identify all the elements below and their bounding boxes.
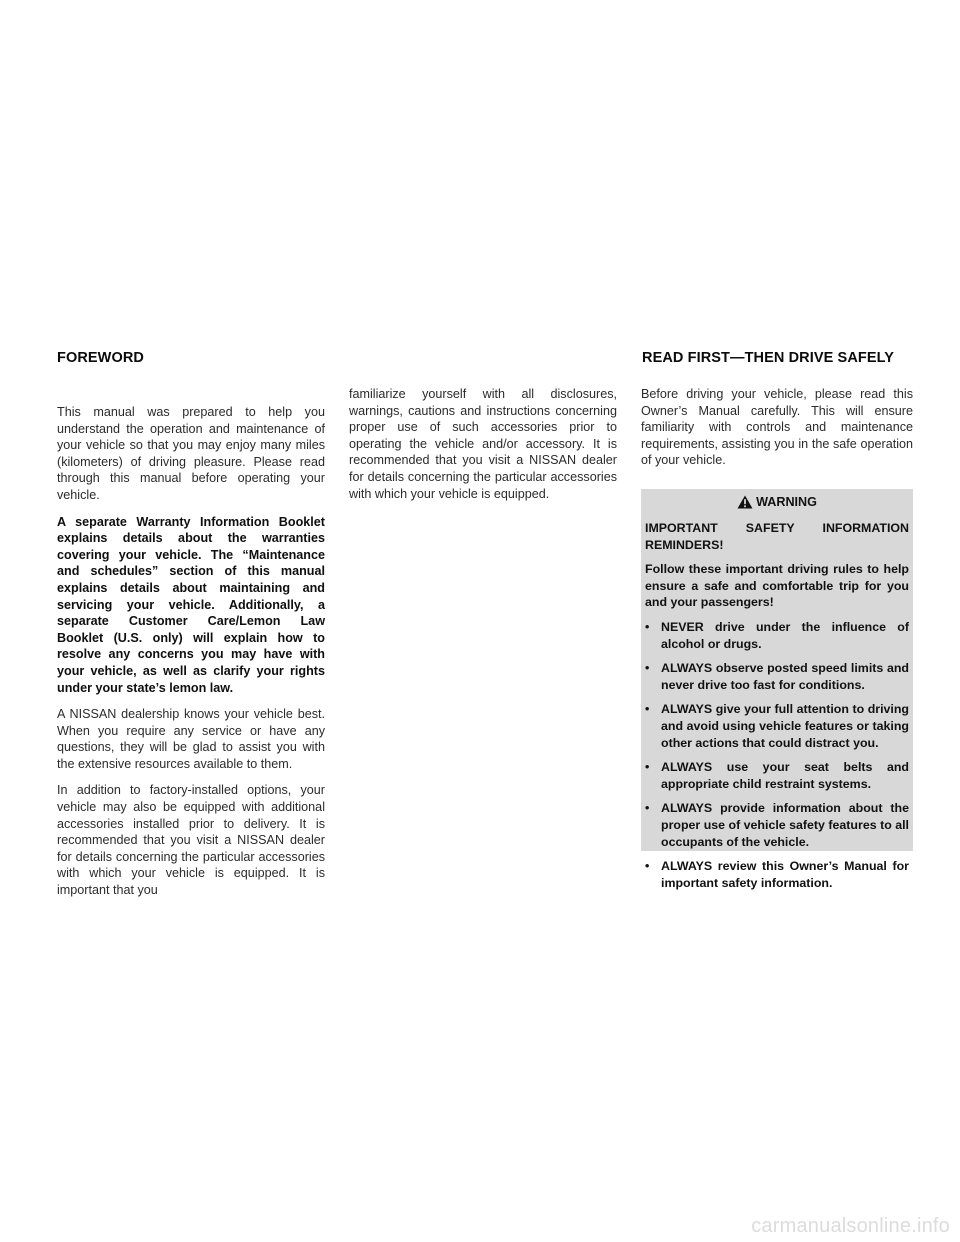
bullet: • xyxy=(645,760,650,775)
warranty-paragraph: A separate Warranty Information Booklet explains details about the warranties covering your vehicle. The “Maintenance and schedules” section of this manual explains details about maintaining and servicing your vehicle. Additionally, a separate Customer Care/Lemon Law Booklet (U.S. only) will explain how to resolve any concerns you may have with your vehicle, as well as clarify your rights under your state’s lemon law. xyxy=(57,514,325,695)
bullet: • xyxy=(645,859,650,874)
warning-list-item xyxy=(645,660,909,693)
accessories-paragraph: In addition to factory-installed options, your vehicle may also be equipped with additional accessories installed prior to delivery. It is recommended that you visit a NISSAN dealer for details concerning the particular accessories with which your vehicle is equipped. It is important that you xyxy=(57,783,325,898)
foreword-paragraph: This manual was prepared to help you understand the operation and maintenance of your vehicle so that you may enjoy many miles (kilometers) of driving pleasure. Please read through this manual before operating your vehicle. xyxy=(57,405,325,502)
read-first-heading: READ FIRST—THEN DRIVE SAFELY xyxy=(642,350,895,366)
foreword-column-1 xyxy=(57,404,325,909)
warning-triangle-icon xyxy=(737,495,753,509)
warning-list xyxy=(645,619,909,891)
read-first-paragraph: Before driving your vehicle, please read this Owner’s Manual carefully. This will ensure familiarity with controls and maintenance requirements, assisting you in the safe operation of your vehicle. xyxy=(641,387,913,468)
bullet: • xyxy=(645,661,650,676)
warning-list-item xyxy=(645,858,909,891)
warning-title-text: WARNING xyxy=(756,495,817,509)
foreword-heading: FOREWORD xyxy=(57,350,144,366)
bullet: • xyxy=(645,619,650,634)
bullet: • xyxy=(645,702,650,717)
warning-list-item xyxy=(645,701,909,751)
warning-item-text: NEVER drive under the influence of alcohol or drugs. xyxy=(661,619,909,651)
warning-list-item xyxy=(645,619,909,652)
warning-list-item xyxy=(645,759,909,792)
warning-box xyxy=(641,489,913,890)
warning-list-item xyxy=(645,800,909,850)
dealership-paragraph: A NISSAN dealership knows your vehicle best. When you require any service or have any questions, they will be glad to assist you with the extensive resources available to them. xyxy=(57,707,325,771)
watermark-text: carmanualsonline.info xyxy=(751,1215,950,1237)
read-first-column xyxy=(641,386,913,479)
accessories-continued-paragraph: familiarize yourself with all disclosures, warnings, cautions and instructions concerning proper use of such accessories prior to operating the vehicle and/or accessory. It is recommended that you visit a NISSAN dealer for details concerning the particular accessories with which your vehicle is equipped. xyxy=(349,387,617,501)
warning-item-text: ALWAYS give your full attention to driving and avoid using vehicle features or taking other actions that could distract you. xyxy=(661,702,909,750)
warning-title xyxy=(641,494,913,510)
bullet: • xyxy=(645,801,650,816)
foreword-column-2 xyxy=(349,386,617,512)
warning-intro: Follow these important driving rules to help ensure a safe and comfortable trip for you and your passengers! xyxy=(645,562,909,610)
warning-subtitle: IMPORTANT SAFETY INFORMATION REMINDERS! xyxy=(645,521,909,552)
warning-item-text: ALWAYS use your seat belts and appropriate child restraint systems. xyxy=(661,760,909,791)
warning-item-text: ALWAYS observe posted speed limits and never drive too fast for conditions. xyxy=(661,661,909,692)
warning-item-text: ALWAYS provide information about the proper use of vehicle safety features to all occupants of the vehicle. xyxy=(661,801,909,849)
warning-item-text: ALWAYS review this Owner’s Manual for important safety information. xyxy=(661,859,909,890)
